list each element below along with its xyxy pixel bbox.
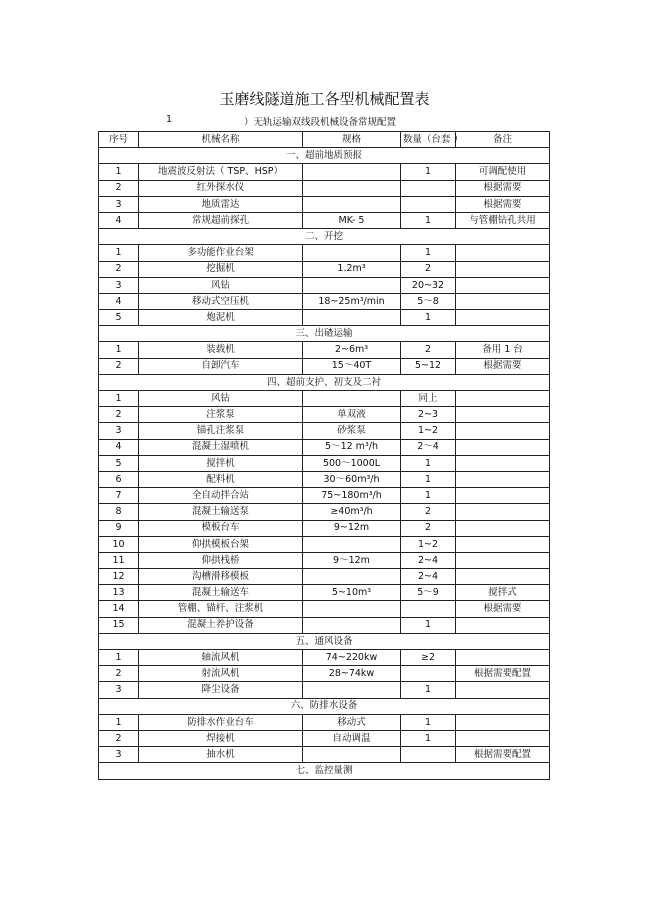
name-cell: 自卸汽车 [139, 358, 303, 374]
qty-cell [401, 196, 456, 212]
name-cell: 红外探水仪 [139, 180, 303, 196]
spec-cell [303, 682, 401, 698]
qty-cell: 5～9 [401, 585, 456, 601]
seq-cell: 8 [99, 504, 139, 520]
table-row [99, 617, 550, 633]
section-title: 二、开挖 [99, 229, 550, 245]
name-cell: 炮泥机 [139, 310, 303, 326]
qty-cell: 1 [401, 164, 456, 180]
remark-cell: 备用 1 台 [456, 342, 550, 358]
name-cell: 防排水作业台车 [139, 714, 303, 730]
table-row [99, 471, 550, 487]
seq-cell: 5 [99, 310, 139, 326]
section-title: 四、超前支护、初支及二衬 [99, 374, 550, 390]
table-row [99, 261, 550, 277]
table-row [99, 585, 550, 601]
table-row [99, 552, 550, 568]
seq-cell: 2 [99, 261, 139, 277]
seq-cell: 1 [99, 391, 139, 407]
seq-cell: 3 [99, 747, 139, 763]
remark-cell [456, 520, 550, 536]
spec-cell: 9～12m [303, 552, 401, 568]
qty-cell: 1 [401, 310, 456, 326]
seq-cell: 15 [99, 617, 139, 633]
remark-cell: 根据需要 [456, 180, 550, 196]
table-row [99, 601, 550, 617]
remark-cell: 根据需要配置 [456, 666, 550, 682]
spec-cell: 5～12 m³/h [303, 439, 401, 455]
qty-cell: 1 [401, 245, 456, 261]
name-cell: 地质雷达 [139, 196, 303, 212]
qty-cell: 同上 [401, 391, 456, 407]
table-row [99, 455, 550, 471]
spec-cell [303, 601, 401, 617]
name-cell: 移动式空压机 [139, 293, 303, 309]
table-row [99, 536, 550, 552]
spec-cell: 5~10m³ [303, 585, 401, 601]
qty-cell: 1 [401, 212, 456, 228]
table-row [99, 180, 550, 196]
remark-cell: 根据需要配置 [456, 747, 550, 763]
remark-cell: 根据需要 [456, 601, 550, 617]
qty-cell: 20~32 [401, 277, 456, 293]
remark-cell [456, 471, 550, 487]
qty-cell: 1 [401, 682, 456, 698]
remark-cell: 搅拌式 [456, 585, 550, 601]
name-cell: 混凝土输送车 [139, 585, 303, 601]
section-row [99, 763, 550, 779]
seq-cell: 2 [99, 180, 139, 196]
seq-cell: 4 [99, 439, 139, 455]
table-row [99, 714, 550, 730]
remark-cell [456, 730, 550, 746]
table-row [99, 342, 550, 358]
seq-cell: 3 [99, 423, 139, 439]
qty-cell: 2~4 [401, 569, 456, 585]
spec-cell [303, 569, 401, 585]
header-remark-cell: 备注 [456, 132, 550, 148]
spec-cell: 28~74kw [303, 666, 401, 682]
remark-cell [456, 277, 550, 293]
spec-cell [303, 310, 401, 326]
table-row [99, 196, 550, 212]
seq-cell: 7 [99, 488, 139, 504]
spec-cell [303, 180, 401, 196]
qty-cell: 1 [401, 730, 456, 746]
name-cell: 多功能作业台架 [139, 245, 303, 261]
equipment-table [98, 131, 550, 780]
seq-cell: 1 [99, 714, 139, 730]
table-row [99, 212, 550, 228]
qty-cell: 1 [401, 617, 456, 633]
equipment-table-body [99, 132, 550, 780]
subtitle-text: ）无轨运输双线段机械设备常规配置 [244, 117, 397, 128]
header-name-cell: 机械名称 [139, 132, 303, 148]
spec-cell: MK- 5 [303, 212, 401, 228]
spec-cell [303, 747, 401, 763]
section-row [99, 698, 550, 714]
remark-cell [456, 391, 550, 407]
qty-cell: 2 [401, 261, 456, 277]
spec-cell [303, 536, 401, 552]
remark-cell [456, 569, 550, 585]
name-cell: 装载机 [139, 342, 303, 358]
table-row [99, 666, 550, 682]
section-row [99, 148, 550, 164]
spec-cell: 移动式 [303, 714, 401, 730]
name-cell: 搅拌机 [139, 455, 303, 471]
seq-cell: 1 [99, 342, 139, 358]
name-cell: 沟槽滑移模板 [139, 569, 303, 585]
table-subtitle [0, 114, 649, 130]
remark-cell [456, 488, 550, 504]
name-cell: 混凝土输送泵 [139, 504, 303, 520]
seq-cell: 3 [99, 682, 139, 698]
seq-cell: 11 [99, 552, 139, 568]
header-spec-cell: 规格 [303, 132, 401, 148]
qty-cell [401, 747, 456, 763]
qty-cell: 1 [401, 471, 456, 487]
seq-cell: 10 [99, 536, 139, 552]
table-row [99, 277, 550, 293]
remark-cell [456, 293, 550, 309]
qty-cell [401, 666, 456, 682]
name-cell: 焊接机 [139, 730, 303, 746]
spec-cell: 砂浆泵 [303, 423, 401, 439]
remark-cell [456, 423, 550, 439]
qty-cell: 5~12 [401, 358, 456, 374]
table-row [99, 504, 550, 520]
table-row [99, 488, 550, 504]
seq-cell: 14 [99, 601, 139, 617]
spec-cell: 75~180m³/h [303, 488, 401, 504]
name-cell: 全自动拌合站 [139, 488, 303, 504]
seq-cell: 13 [99, 585, 139, 601]
table-row [99, 569, 550, 585]
spec-cell: 1.2m³ [303, 261, 401, 277]
spec-cell: ≥40m³/h [303, 504, 401, 520]
seq-cell: 1 [99, 650, 139, 666]
seq-cell: 2 [99, 358, 139, 374]
spec-cell [303, 277, 401, 293]
section-title: 一、超前地质预报 [99, 148, 550, 164]
name-cell: 射流风机 [139, 666, 303, 682]
remark-cell [456, 536, 550, 552]
subtitle-number: 1 [166, 114, 173, 125]
qty-cell: 2~4 [401, 552, 456, 568]
qty-cell: 1 [401, 488, 456, 504]
qty-cell: 2～4 [401, 439, 456, 455]
name-cell: 风钻 [139, 277, 303, 293]
qty-cell: 2 [401, 520, 456, 536]
name-cell: 模板台车 [139, 520, 303, 536]
spec-cell [303, 245, 401, 261]
seq-cell: 1 [99, 245, 139, 261]
spec-cell: 2~6m³ [303, 342, 401, 358]
qty-cell: 1 [401, 455, 456, 471]
section-title: 六、防排水设备 [99, 698, 550, 714]
name-cell: 锚孔注浆泵 [139, 423, 303, 439]
table-row [99, 407, 550, 423]
qty-cell [401, 180, 456, 196]
section-row [99, 374, 550, 390]
table-row [99, 310, 550, 326]
spec-cell: 18~25m³/min [303, 293, 401, 309]
remark-cell [456, 455, 550, 471]
qty-cell: 2~3 [401, 407, 456, 423]
qty-cell: 1 [401, 714, 456, 730]
seq-cell: 2 [99, 666, 139, 682]
header-row [99, 132, 550, 148]
seq-cell: 6 [99, 471, 139, 487]
remark-cell [456, 504, 550, 520]
qty-cell: 1~2 [401, 536, 456, 552]
seq-cell: 4 [99, 212, 139, 228]
seq-cell: 3 [99, 196, 139, 212]
seq-cell: 5 [99, 455, 139, 471]
spec-cell [303, 617, 401, 633]
qty-cell: 5～8 [401, 293, 456, 309]
remark-cell [456, 552, 550, 568]
table-row [99, 650, 550, 666]
table-row [99, 391, 550, 407]
remark-cell: 与管棚钻孔共用 [456, 212, 550, 228]
table-row [99, 293, 550, 309]
qty-cell: 1~2 [401, 423, 456, 439]
seq-cell: 12 [99, 569, 139, 585]
section-row [99, 229, 550, 245]
section-row [99, 326, 550, 342]
spec-cell [303, 196, 401, 212]
qty-cell: 2 [401, 504, 456, 520]
spec-cell: 自动调温 [303, 730, 401, 746]
spec-cell [303, 164, 401, 180]
table-row [99, 164, 550, 180]
table-row [99, 358, 550, 374]
remark-cell [456, 245, 550, 261]
name-cell: 混凝土养护设备 [139, 617, 303, 633]
seq-cell: 2 [99, 730, 139, 746]
remark-cell [456, 682, 550, 698]
remark-cell [456, 617, 550, 633]
name-cell: 仰拱栈桥 [139, 552, 303, 568]
header-seq-cell: 序号 [99, 132, 139, 148]
remark-cell [456, 650, 550, 666]
remark-cell [456, 407, 550, 423]
name-cell: 管棚、锚杆、注浆机 [139, 601, 303, 617]
spec-cell: 74~220kw [303, 650, 401, 666]
remark-cell [456, 439, 550, 455]
table-row [99, 747, 550, 763]
table-row [99, 682, 550, 698]
section-title: 七、监控量测 [99, 763, 550, 779]
spec-cell [303, 391, 401, 407]
seq-cell: 4 [99, 293, 139, 309]
remark-cell: 根据需要 [456, 196, 550, 212]
spec-cell: 500～1000L [303, 455, 401, 471]
name-cell: 地震波反射法（ TSP、HSP） [139, 164, 303, 180]
seq-cell: 2 [99, 407, 139, 423]
document-title: 玉磨线隧道施工各型机械配置表 [219, 90, 430, 108]
qty-cell: 2 [401, 342, 456, 358]
remark-cell [456, 310, 550, 326]
remark-cell: 可调配使用 [456, 164, 550, 180]
table-row [99, 730, 550, 746]
name-cell: 注浆泵 [139, 407, 303, 423]
name-cell: 抽水机 [139, 747, 303, 763]
section-row [99, 633, 550, 649]
remark-cell [456, 714, 550, 730]
spec-cell: 30～60m³/h [303, 471, 401, 487]
table-row [99, 245, 550, 261]
name-cell: 轴流风机 [139, 650, 303, 666]
name-cell: 仰拱模板台架 [139, 536, 303, 552]
table-row [99, 520, 550, 536]
spec-cell: 单双液 [303, 407, 401, 423]
seq-cell: 1 [99, 164, 139, 180]
remark-cell: 根据需要 [456, 358, 550, 374]
header-qty-cell: 数量（台套 ） [401, 132, 456, 148]
name-cell: 配料机 [139, 471, 303, 487]
section-title: 三、出碴运输 [99, 326, 550, 342]
spec-cell: 15～40T [303, 358, 401, 374]
name-cell: 常规超前探孔 [139, 212, 303, 228]
spec-cell: 9~12m [303, 520, 401, 536]
name-cell: 风钻 [139, 391, 303, 407]
table-row [99, 423, 550, 439]
seq-cell: 3 [99, 277, 139, 293]
qty-cell [401, 601, 456, 617]
qty-cell: ≥2 [401, 650, 456, 666]
seq-cell: 9 [99, 520, 139, 536]
name-cell: 挖掘机 [139, 261, 303, 277]
remark-cell [456, 261, 550, 277]
name-cell: 混凝土湿喷机 [139, 439, 303, 455]
name-cell: 降尘设备 [139, 682, 303, 698]
table-row [99, 439, 550, 455]
section-title: 五、通风设备 [99, 633, 550, 649]
